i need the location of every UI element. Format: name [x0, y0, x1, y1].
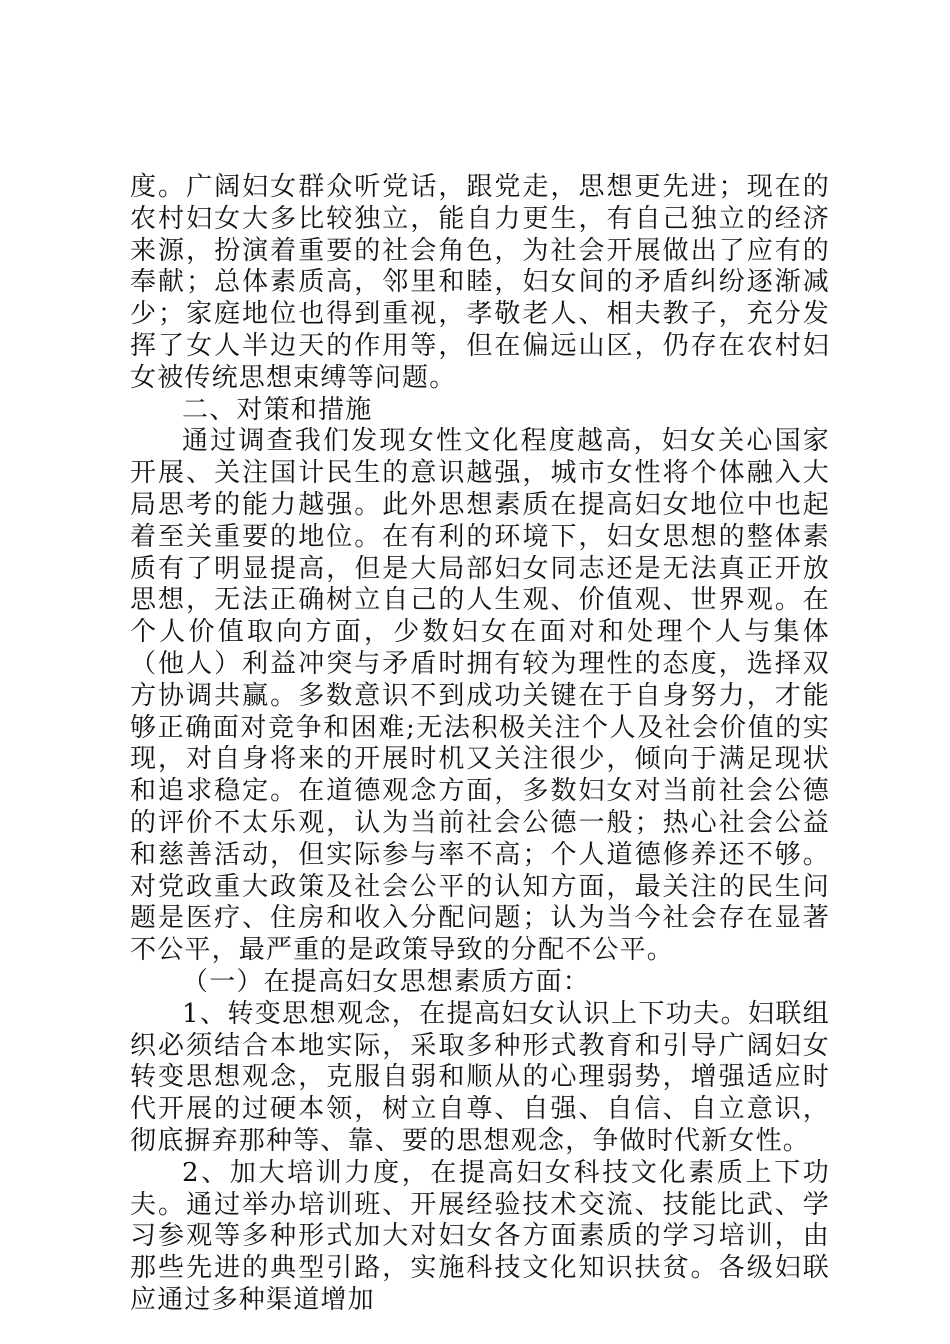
- body-paragraph: 2、加大培训力度，在提高妇女科技文化素质上下功夫。通过举办培训班、开展经验技术交流、技能比武、学习参观等多种形式加大对妇女各方面素质的学习培训，由那些先进的典型引路，实施科技文化知识扶贫。各级妇联应通过多种渠道增加: [130, 1157, 830, 1315]
- paragraph-continuation: 度。广阔妇女群众听党话，跟党走，思想更先进；现在的农村妇女大多比较独立，能自力更生，有自己独立的经济来源，扮演着重要的社会角色，为社会开展做出了应有的奉献；总体素质高，邻里和睦，妇女间的矛盾纠纷逐渐减少；家庭地位也得到重视，孝敬老人、相夫教子，充分发挥了女人半边天的作用等，但在偏远山区，仍存在农村妇女被传统思想束缚等问题。: [130, 172, 830, 393]
- subsection-heading: （一）在提高妇女思想素质方面：: [182, 966, 591, 997]
- body-paragraph: 1、转变思想观念，在提高妇女认识上下功夫。妇联组织必须结合本地实际，采取多种形式教育和引导广阔妇女转变思想观念，克服自弱和顺从的心理弱势，增强适应时代开展的过硬本领，树立自尊、自强、自信、自立意识，彻底摒弃那种等、靠、要的思想观念，争做时代新女性。: [130, 998, 830, 1156]
- document-body: [130, 172, 830, 1317]
- body-paragraph: 通过调查我们发现女性文化程度越高，妇女关心国家开展、关注国计民生的意识越强，城市女性将个体融入大局思考的能力越强。此外思想素质在提高妇女地位中也起着至关重要的地位。在有利的环境下，妇女思想的整体素质有了明显提高，但是大局部妇女同志还是无法真正开放思想，无法正确树立自己的人生观、价值观、世界观。在个人价值取向方面，少数妇女在面对和处理个人与集体（他人）利益冲突与矛盾时拥有较为理性的态度，选择双方协调共赢。多数意识不到成功关键在于自身努力，才能够正确面对竞争和困难;无法积极关注个人及社会价值的实现，对自身将来的开展时机又关注很少，倾向于满足现状和追求稳定。在道德观念方面，多数妇女对当前社会公德的评价不太乐观，认为当前社会公德一般；热心社会公益和慈善活动，但实际参与率不高；个人道德修养还不够。对党政重大政策及社会公平的认知方面，最关注的民生问题是医疗、住房和收入分配问题；认为当今社会存在显著不公平，最严重的是政策导致的分配不公平。: [130, 426, 830, 966]
- section-heading: 二、对策和措施: [182, 394, 373, 425]
